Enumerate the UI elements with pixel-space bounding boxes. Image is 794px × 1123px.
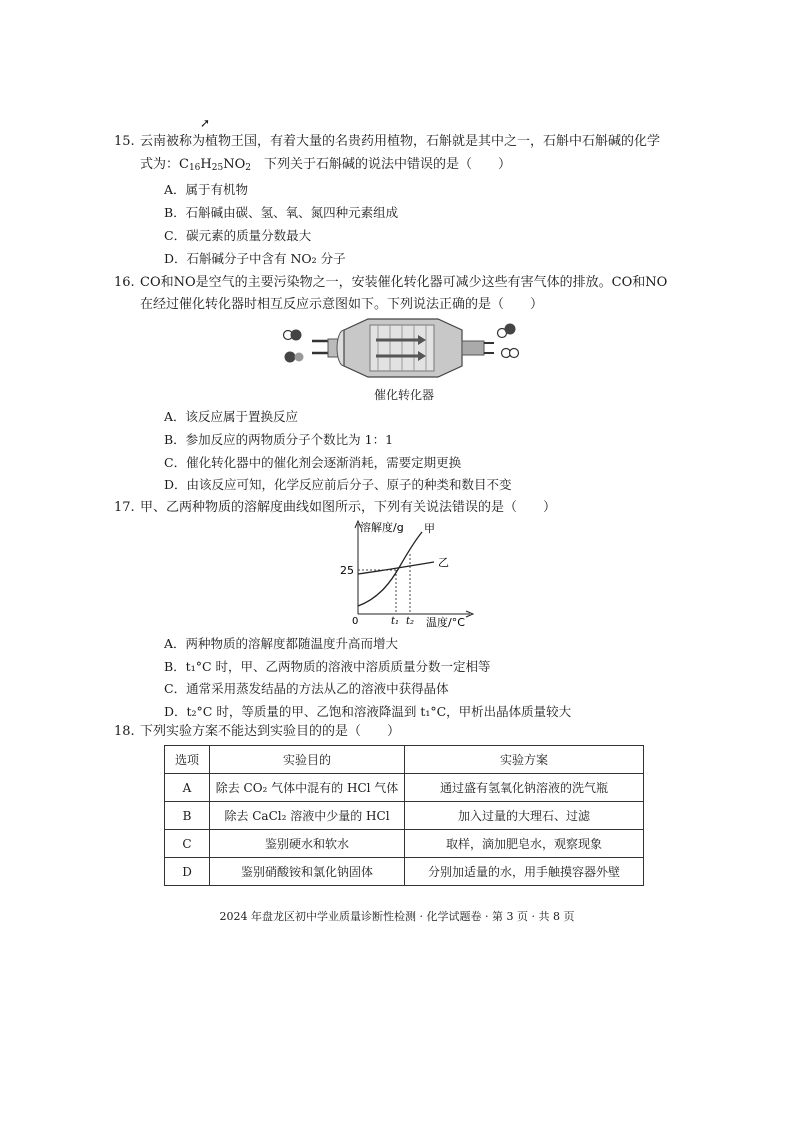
header-purpose: 实验目的 bbox=[210, 746, 405, 774]
series-a-label: 甲 bbox=[424, 522, 435, 535]
q16-option-c: C．催化转化器中的催化剂会逐渐消耗，需要定期更换 bbox=[164, 455, 462, 470]
experiment-table bbox=[164, 745, 644, 886]
origin-label: 0 bbox=[352, 616, 359, 627]
q15-number: 15. bbox=[114, 134, 135, 149]
series-b-label: 乙 bbox=[438, 556, 449, 569]
q18-number: 18. bbox=[114, 724, 135, 739]
pen-mark: ➚ bbox=[200, 116, 211, 130]
y-tick-25: 25 bbox=[340, 564, 354, 577]
q15-line2: 式为：$C_{16}H_{25}NO_2$ 下列关于石斛碱的说法中错误的是（ ） bbox=[140, 157, 511, 173]
q16-option-d: D．由该反应可知，化学反应前后分子、原子的种类和数目不变 bbox=[164, 477, 512, 492]
t2-label: t₂ bbox=[406, 616, 415, 627]
q16-number: 16. bbox=[114, 275, 135, 290]
q15-option-c: C．碳元素的质量分数最大 bbox=[164, 228, 312, 243]
q15-option-b: B．石斛碱由碳、氢、氧、氮四种元素组成 bbox=[164, 205, 399, 220]
q17-line1: 17. 甲、乙两种物质的溶解度曲线如图所示，下列有关说法错误的是（ ） bbox=[140, 498, 556, 518]
catalytic-converter-figure bbox=[280, 313, 520, 385]
table-row: A 除去 CO₂ 气体中混有的 HCl 气体 通过盛有氢氧化钠溶液的洗气瓶 bbox=[165, 774, 644, 802]
q17-option-d: D．t₂°C 时，等质量的甲、乙饱和溶液降温到 t₁°C，甲析出晶体质量较大 bbox=[164, 704, 572, 719]
table-header-row bbox=[165, 746, 644, 774]
q15-option-a: A．属于有机物 bbox=[164, 182, 249, 197]
q17-option-c: C．通常采用蒸发结晶的方法从乙的溶液中获得晶体 bbox=[164, 681, 449, 696]
q17-number: 17. bbox=[114, 500, 135, 515]
header-plan: 实验方案 bbox=[405, 746, 644, 774]
q16-line2: 在经过催化转化器时相互反应示意图如下。下列说法正确的是（ ） bbox=[140, 297, 544, 312]
q17-option-b: B．t₁°C 时，甲、乙两物质的溶液中溶质质量分数一定相等 bbox=[164, 659, 491, 674]
q17-option-a: A．两种物质的溶解度都随温度升高而增大 bbox=[164, 636, 399, 651]
page-footer: 2024 年盘龙区初中学业质量诊断性检测 · 化学试题卷 · 第 3 页 · 共 8 页 bbox=[219, 910, 575, 923]
q18-line1: 18. 下列实验方案不能达到实验目的的是（ ） bbox=[140, 722, 400, 742]
q16-option-b: B．参加反应的两物质分子个数比为 1：1 bbox=[164, 432, 394, 447]
chart-xlabel: 温度/°C bbox=[426, 616, 465, 629]
q16-line1: 16. CO和NO是空气的主要污染物之一，安装催化转化器可减少这些有害气体的排放。CO和NO bbox=[140, 273, 667, 293]
q15-option-d: D．石斛碱分子中含有 NO₂ 分子 bbox=[164, 251, 346, 266]
header-option: 选项 bbox=[165, 746, 210, 774]
table-row: D 鉴别硝酸铵和氯化钠固体 分别加适量的水，用手触摸容器外壁 bbox=[165, 858, 644, 886]
chart-ylabel: 溶解度/g bbox=[360, 521, 404, 534]
figure-caption: 催化转化器 bbox=[374, 388, 435, 402]
q15-line1: 15. 云南被称为植物王国，有着大量的名贵药用植物，石斛就是其中之一，石斛中石斛碱的化学 bbox=[140, 132, 660, 152]
t1-label: t₁ bbox=[391, 616, 400, 627]
solubility-curve-figure bbox=[330, 518, 480, 630]
q16-option-a: A．该反应属于置换反应 bbox=[164, 409, 299, 424]
table-row: C 鉴别硬水和软水 取样，滴加肥皂水，观察现象 bbox=[165, 830, 644, 858]
table-row: B 除去 CaCl₂ 溶液中少量的 HCl 加入过量的大理石、过滤 bbox=[165, 802, 644, 830]
